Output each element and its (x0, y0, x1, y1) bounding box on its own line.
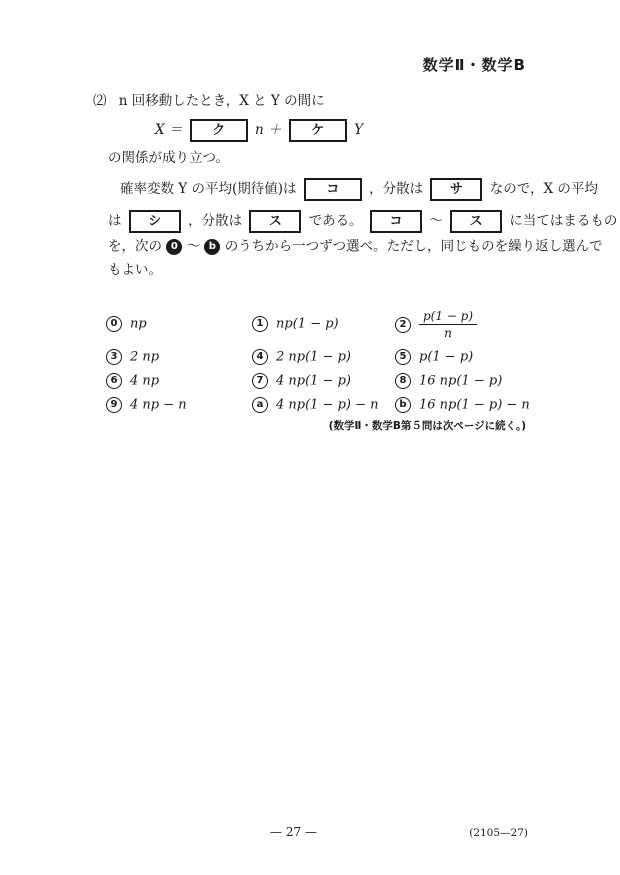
choice-2-fraction (419, 309, 477, 340)
page-number: — 27 — (270, 825, 317, 839)
variance-text: ，分散は (369, 181, 424, 197)
subject-header: 数学Ⅱ・数学B (422, 56, 526, 74)
ha-text: は (108, 213, 122, 229)
choice-2-numerator: p(1 − p) (419, 309, 477, 325)
instruction-rest: のうちから一つずつ選べ。ただし，同じものを繰り返し選んで (224, 238, 603, 255)
choice-7[interactable] (252, 373, 351, 389)
choice-3[interactable] (106, 349, 159, 365)
choice-7-mark: 7 (252, 373, 268, 389)
intro-text: n 回移動したとき，X と Y の間に (118, 93, 325, 109)
choice-1[interactable] (252, 316, 339, 332)
continuation-note: (数学Ⅱ・数学B第５問は次ページに続く。) (328, 420, 526, 432)
choice-4-text: 2 np(1 − p) (276, 349, 351, 365)
choice-5-text: p(1 − p) (419, 349, 474, 365)
choice-4[interactable] (252, 349, 351, 365)
choice-2[interactable] (395, 309, 477, 340)
eq-lhs: X ＝ (155, 122, 183, 138)
choice-6-mark: 6 (106, 373, 122, 389)
mean-variance-line (120, 178, 598, 201)
range-box-ko: コ (370, 210, 422, 233)
choice-9-mark: 9 (106, 397, 122, 413)
choice-9[interactable] (106, 397, 187, 413)
choice-b-text: 16 np(1 − p) − n (419, 397, 530, 413)
choice-3-text: 2 np (130, 349, 160, 365)
mark-b-icon: b (204, 239, 220, 255)
choice-1-mark: 1 (252, 316, 268, 332)
choice-5[interactable] (395, 349, 473, 365)
range-box-su: ス (450, 210, 502, 233)
x-stats-line (108, 210, 617, 233)
choice-2-mark: 2 (395, 317, 411, 333)
instruction-start: を，次の (108, 238, 162, 255)
choice-8[interactable] (395, 373, 502, 389)
problem-intro-line (93, 95, 325, 109)
choice-0-text: np (130, 316, 147, 332)
eq-rhs: Y (354, 122, 364, 138)
instruction-separator: ～ (186, 238, 201, 255)
choice-8-text: 16 np(1 − p) (419, 373, 503, 389)
applicable-text: に当てはまるもの (509, 213, 618, 229)
answer-box-sa[interactable]: サ (430, 178, 482, 201)
answer-box-shi[interactable]: シ (129, 210, 181, 233)
choice-6[interactable] (106, 373, 159, 389)
choice-a-mark: a (252, 397, 268, 413)
choice-8-mark: 8 (395, 373, 411, 389)
mean-text: 確率変数 Y の平均(期待値)は (120, 181, 297, 197)
choice-4-mark: 4 (252, 349, 268, 365)
choice-a[interactable] (252, 397, 379, 413)
choice-3-mark: 3 (106, 349, 122, 365)
problem-number: ⑵ (93, 93, 107, 109)
range-separator: ～ (429, 213, 443, 229)
choice-b-mark: b (395, 397, 411, 413)
eq-mid: n ＋ (255, 122, 282, 138)
mark-0-icon: 0 (166, 239, 182, 255)
choice-9-text: 4 np − n (130, 397, 187, 413)
x-variance-text: ，分散は (188, 213, 243, 229)
choice-6-text: 4 np (130, 373, 160, 389)
answer-box-ko[interactable]: コ (304, 178, 362, 201)
choice-0[interactable] (106, 316, 147, 332)
choice-a-text: 4 np(1 − p) − n (276, 397, 379, 413)
choice-1-text: np(1 − p) (276, 316, 339, 332)
equation-line (155, 119, 363, 142)
choice-b[interactable] (395, 397, 530, 413)
document-code: (2105—27) (469, 827, 528, 839)
instruction-end: もよい。 (108, 262, 162, 278)
answer-box-ku[interactable]: ク (190, 119, 248, 142)
dearu-text: である。 (308, 213, 363, 229)
choice-0-mark: 0 (106, 316, 122, 332)
answer-box-su[interactable]: ス (249, 210, 301, 233)
choice-7-text: 4 np(1 − p) (276, 373, 351, 389)
choice-2-denominator: n (444, 326, 452, 340)
x-mean-text: なので，X の平均 (489, 181, 598, 197)
instruction-line (108, 239, 603, 255)
relation-text: の関係が成り立つ。 (108, 150, 229, 166)
choice-5-mark: 5 (395, 349, 411, 365)
answer-box-ke[interactable]: ケ (289, 119, 347, 142)
